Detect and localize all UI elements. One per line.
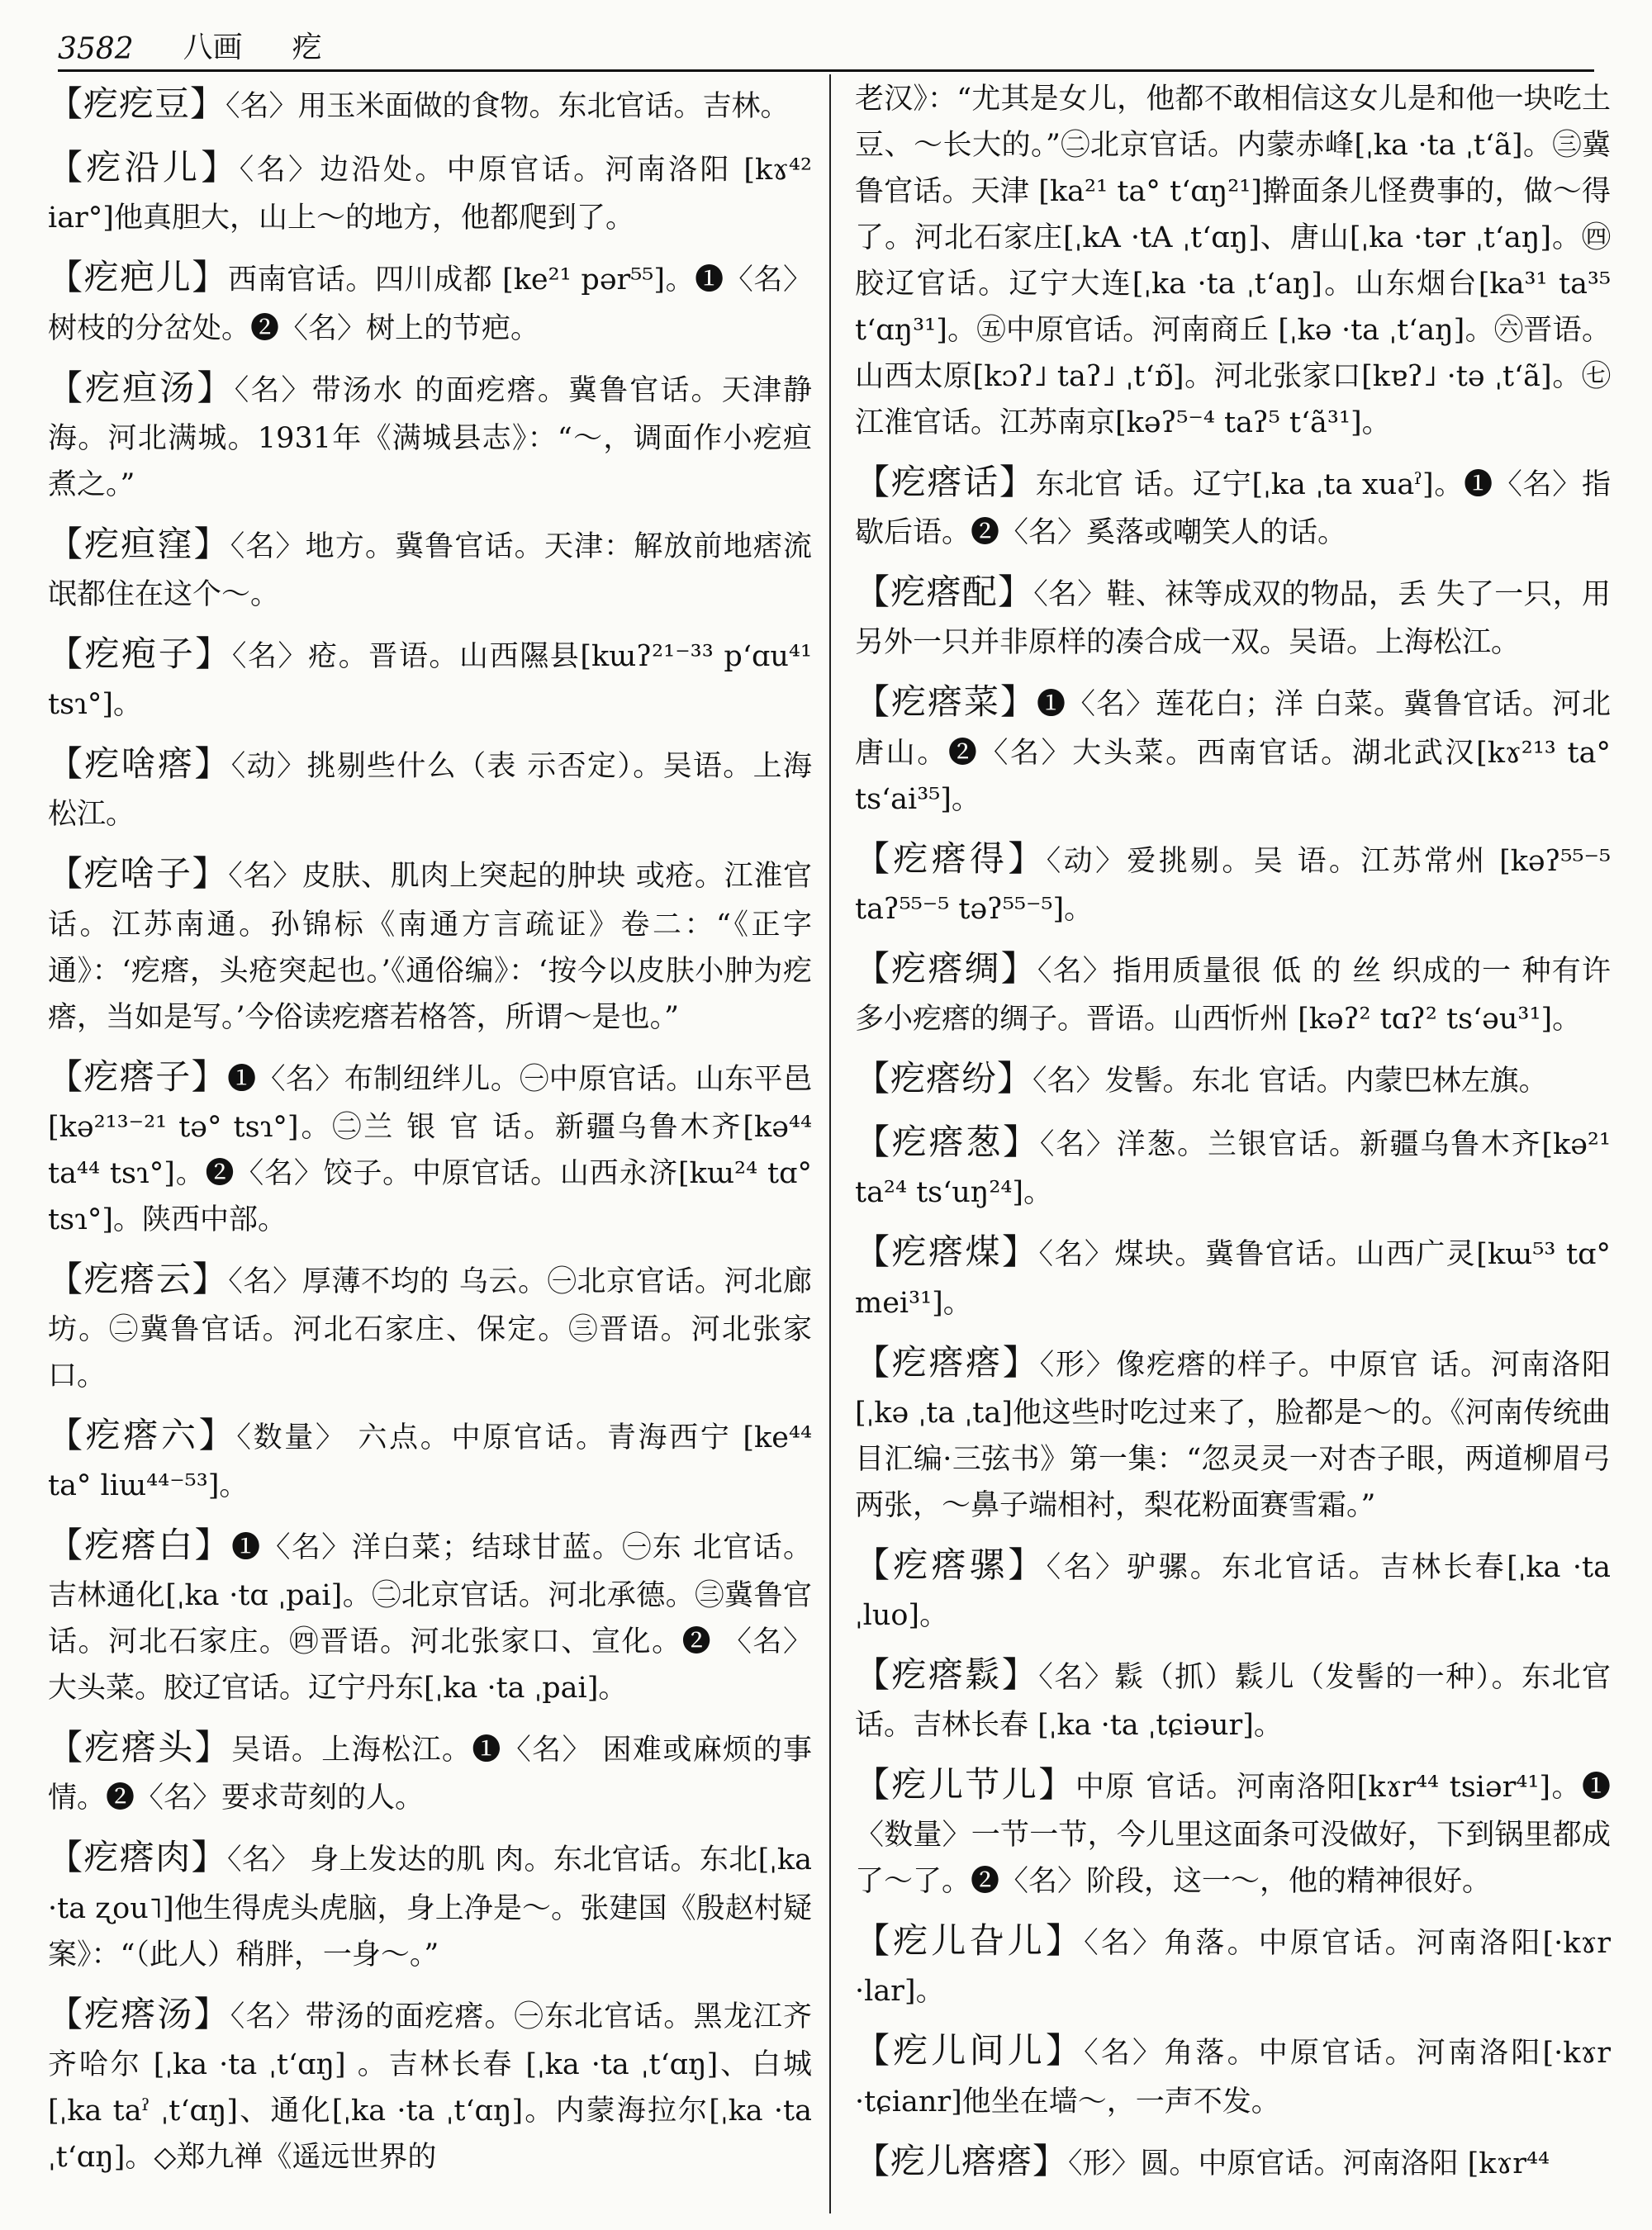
dictionary-entry [855,1335,1611,1529]
dictionary-entry [855,1913,1611,2014]
dictionary-entry [48,1517,812,1711]
entry-headword: 【疙儿间儿】 [855,2030,1085,2071]
entry-definition: 〈名〉角落。中原官话。河南洛阳[·kɤr ·tɕianr]他坐在墙～，一声不发。 [855,2037,1611,2118]
entry-definition: 〈名〉用玉米面做的食物。东北官话。吉林。 [225,90,790,123]
entry-headword: 【疙瘩瘩】 [855,1341,1040,1383]
dictionary-entry [48,1049,812,1243]
dictionary-entry [48,76,812,131]
dictionary-entry [48,736,812,837]
entry-definition: 〈数量〉 六点。中原官话。青海西宁 [ke⁴⁴ ta° liɯ⁴⁴⁻⁵³]。 [48,1421,812,1503]
head-character: 疙 [292,31,322,64]
entry-definition: 西南官话。四川成都 [ke²¹ pər⁵⁵]。❶〈名〉树枝的分岔处。❷〈名〉树上的节疤。 [48,263,812,345]
entry-definition: 〈形〉圆。中原官话。河南洛阳 [kɤr⁴⁴ [1068,2147,1550,2180]
entry-definition: 〈形〉像疙瘩的样子。中原官 话。河南洛阳[ˌkə ˌta ˌta]他这些时吃过来了，脸都是～的。《河南传统曲目汇编·三弦书》第一集：“忽灵灵一对杏子眼，两道柳眉弓两张，～鼻子端相衬，梨花粉面赛雪霜。” [855,1348,1611,1522]
entry-definition: 〈动〉挑剔些什么（表 示否定）。吴语。上海松江。 [48,750,812,832]
column-divider [829,74,831,2213]
entry-definition: 〈名〉驴骡。东北官话。吉林长春[ˌka ·ta ˌluo]。 [855,1550,1611,1632]
dictionary-entry [855,831,1611,932]
entry-headword: 【疙儿旮儿】 [855,1920,1085,1962]
entry-definition: 〈名〉带汤水 的面疙瘩。冀鲁官话。天津静海。河北满城。1931年《满城县志》：“～，调面作小疙疸煮之。” [48,373,812,501]
entry-headword: 【疙瘩得】 [855,837,1047,879]
entry-headword: 【疙疱子】 [48,633,232,674]
entry-headword: 【疙瘩菜】 [855,681,1037,723]
entry-definition: 〈名〉指用质量很 低 的 丝 织成的一 种有许多小疙瘩的绸子。晋语。山西忻州 [kəʔ² tɑʔ² tsʻəu³¹]。 [855,954,1611,1036]
entry-definition: 〈名〉厚薄不均的 乌云。㊀北京官话。河北廊坊。㊁冀鲁官话。河北石家庄、保定。㊂晋语。河北张家口。 [48,1264,812,1393]
dictionary-entry [855,941,1611,1042]
entry-headword: 【疙瘩配】 [855,572,1034,613]
entry-headword: 【疙啥瘩】 [48,743,231,785]
entry-headword: 【疙瘩肉】 [48,1837,227,1878]
entry-headword: 【疙瘩纷】 [855,1057,1033,1098]
dictionary-entry [855,76,1611,446]
dictionary-entry [855,454,1611,556]
entry-headword: 【疙瘩煤】 [855,1231,1039,1273]
entry-headword: 【疙瘩子】 [48,1056,228,1097]
section-label: 八画 [183,31,243,64]
entry-headword: 【疙儿节儿】 [855,1764,1075,1805]
entry-definition: 〈名〉发髻。东北 官话。内蒙巴林左旗。 [1032,1064,1548,1098]
entry-headword: 【疙儿瘩瘩】 [855,2140,1069,2181]
entry-definition: 中原 官话。河南洛阳[kɤr⁴⁴ tsiər⁴¹]。❶〈数量〉一节一节，今儿里这面条可没做好，下到锅里都成了～了。❷〈名〉阶段，这一～，他的精神很好。 [855,1771,1611,1899]
entry-definition: 〈名〉地方。冀鲁官话。天津：解放前地痞流氓都住在这个～。 [48,529,812,611]
dictionary-entry [855,1224,1611,1326]
entry-headword: 【疙瘩话】 [855,462,1036,502]
dictionary-entry [48,140,812,241]
entry-definition: 〈名〉带汤的面疙瘩。㊀东北官话。黑龙江齐齐哈尔 [ˌka ·ta ˌtʻɑŋ] 。吉林长春 [ˌka ·ta ˌtʻɑŋ]、白城[ˌka taˀ ˌtʻɑŋ]、通化[ˌka ·ta ˌtʻɑŋ]。内蒙海拉尔[ˌka ·ta ˌtʻɑŋ]。◇郑九禅《遥远世界的 [48,2000,812,2174]
dictionary-entry [48,1829,812,1977]
entry-definition: 东北官 话。辽宁[ˌka ˌta xuaˀ]。❶〈名〉指歇后语。❷〈名〉奚落或嘲笑人的话。 [855,468,1611,550]
dictionary-entry [855,2133,1611,2189]
dictionary-entry [855,1757,1611,1905]
entry-headword: 【疙瘩绸】 [855,947,1037,989]
dictionary-entry [48,1720,812,1821]
dictionary-entry [855,1647,1611,1748]
entry-definition: 〈动〉爱挑剔。吴 语。江苏常州 [kəʔ⁵⁵⁻⁵ taʔ⁵⁵⁻⁵ təʔ⁵⁵⁻⁵]。 [855,844,1611,926]
entry-headword: 【疙疸汤】 [48,367,235,408]
entry-headword: 【疙瘩六】 [48,1414,237,1455]
entry-headword: 【疙疸窪】 [48,523,230,564]
left-column [48,76,812,2213]
dictionary-entry [855,674,1611,822]
entry-definition: 吴语。上海松江。❶〈名〉 困难或麻烦的事情。❷〈名〉要求苛刻的人。 [48,1734,812,1815]
dictionary-entry [48,1251,812,1399]
entry-headword: 【疙瘩葱】 [855,1122,1040,1163]
dictionary-entry [855,564,1611,666]
entry-headword: 【疙沿儿】 [48,147,240,188]
dictionary-entry [48,516,812,618]
dictionary-entry [48,846,812,1040]
entry-headword: 【疙瘩白】 [48,1525,232,1566]
entry-definition: 〈名〉洋葱。兰银官话。新疆乌鲁木齐[kə²¹ ta²⁴ tsʻuŋ²⁴]。 [855,1128,1611,1210]
entry-headword: 【疙疤儿】 [48,257,228,298]
entry-definition: ❶〈名〉洋白菜；结球甘蓝。㊀东 北官话。吉林通化[ˌka ·tɑ ˌpai]。㊁北京官话。河北承德。㊂冀鲁官话。河北石家庄。㊃晋语。河北张家口、宣化。❷ 〈名〉 大头菜。胶辽官话。辽宁丹东[ˌka ·ta ˌpai]。 [48,1531,812,1706]
entry-headword: 【疙疙豆】 [48,83,226,124]
entry-definition: ❶〈名〉莲花白；洋 白菜。冀鲁官话。河北唐山。❷〈名〉大头菜。西南官话。湖北武汉[kɤ²¹³ ta° tsʻai³⁵]。 [855,688,1611,816]
dictionary-entry [48,626,812,728]
entry-definition: 〈名〉 身上发达的肌 肉。东北官话。东北[ˌka ·ta ʐou˥]他生得虎头虎脑，身上净是～。张建国《殷赵村疑案》：“（此人）稍胖，一身～。” [48,1843,812,1971]
entry-headword: 【疙瘩鬏】 [855,1654,1039,1695]
dictionary-entry [855,2023,1611,2124]
entry-definition: 〈名〉煤块。冀鲁官话。山西广灵[kɯ⁵³ tɑ° mei³¹]。 [855,1238,1611,1320]
dictionary-entry [48,360,812,508]
entry-headword: 【疙瘩汤】 [48,1993,230,2034]
entry-headword: 【疙瘩头】 [48,1727,232,1768]
entry-definition: 〈名〉鬏（抓）鬏儿（发髻的一种）。东北官话。吉林长春 [ˌka ·ta ˌtɕiəur]。 [855,1660,1611,1743]
entry-definition: 老汉》：“尤其是女儿，他都不敢相信这女儿是和他一块吃土豆、～长大的。”㊁北京官话。内蒙赤峰[ˌka ·ta ˌtʻã]。㊂冀鲁官话。天津 [ka²¹ ta° tʻɑŋ²¹]擀面条儿怪费事的，做～得了。河北石家庄[ˌkA ·tA ˌtʻɑŋ]、唐山[ˌka ·tər ˌtʻaŋ]。㊃胶辽官话。辽宁大连[ˌka ·ta ˌtʻaŋ]。山东烟台[ka³¹ ta³⁵ tʻɑŋ³¹]。㊄中原官话。河南商丘 [ˌkə ·ta ˌtʻaŋ]。㊅晋语。山西太原[kɔʔ˩ taʔ˩ ˌtʻɒ̃]。河北张家口[kɐʔ˩ ·tə ˌtʻã]。㊆江淮官话。江苏南京[kəʔ⁵⁻⁴ taʔ⁵ tʻã³¹]。 [855,83,1611,439]
dictionary-entry [48,1986,812,2180]
dictionary-entry [855,1537,1611,1639]
dictionary-entry [855,1114,1611,1216]
dictionary-entry [855,1051,1611,1106]
header-rule [58,69,1594,72]
entry-headword: 【疙啥子】 [48,853,229,894]
page-header [58,25,1594,66]
entry-definition: ❶〈名〉布制纽绊儿。㊀中原官话。山东平邑[kə²¹³⁻²¹ tə° tsɿ°]。㊁兰 银 官 话。新疆乌鲁木齐[kə⁴⁴ ta⁴⁴ tsɿ°]。❷〈名〉饺子。中原官话。山西永济[kɯ²⁴ tɑ° tsɿ°]。陕西中部。 [48,1062,812,1236]
right-column [855,76,1611,2213]
dictionary-entry [48,1407,812,1509]
page-number: 3582 [58,32,134,66]
entry-definition: 〈名〉角落。中原官话。河南洛阳[·kɤr ·lar]。 [855,1927,1611,2009]
entry-definition: 〈名〉边沿处。中原官话。河南洛阳 [kɤ⁴² iar°]他真胆大，山上～的地方，他都爬到了。 [48,154,812,235]
dictionary-entry [48,249,812,351]
entry-definition: 〈名〉鞋、袜等成双的物品，丢 失了一只，用另外一只并非原样的凑合成一双。吴语。上海松江。 [855,578,1611,660]
entry-definition: 〈名〉疮。晋语。山西隰县[kɯʔ²¹⁻³³ pʻɑu⁴¹ tsɿ°]。 [48,639,812,722]
entry-headword: 【疙瘩骡】 [855,1544,1047,1585]
entry-definition: 〈名〉皮肤、肌肉上突起的肿块 或疮。江淮官话。江苏南通。孙锦标《南通方言疏证》卷二：“《正字通》：‘疙瘩，头疮突起也。’《通俗编》：‘按今以皮肤小肿为疙瘩，当如是写。’今俗读疙瘩若格答，所谓～是也。” [48,860,812,1034]
entry-headword: 【疙瘩云】 [48,1258,229,1299]
